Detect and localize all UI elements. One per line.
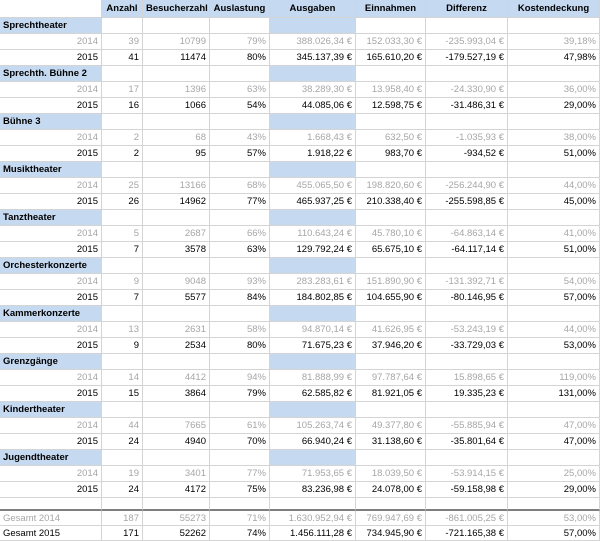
category-fill-cell[interactable] — [102, 114, 143, 130]
category-fill-cell[interactable] — [143, 450, 210, 466]
category-fill-cell[interactable] — [356, 354, 426, 370]
separator-cell[interactable] — [210, 498, 270, 511]
year-cell[interactable]: 2014 — [0, 370, 102, 386]
category-fill-cell[interactable] — [426, 354, 508, 370]
value-cell[interactable]: -1.035,93 € — [426, 130, 508, 146]
year-cell[interactable]: 2014 — [0, 466, 102, 482]
value-cell[interactable]: 71.953,65 € — [270, 466, 356, 482]
value-cell[interactable]: 13 — [102, 322, 143, 338]
category-fill-cell[interactable] — [426, 306, 508, 322]
total-value-cell[interactable]: 171 — [102, 526, 143, 541]
year-cell[interactable]: 2014 — [0, 322, 102, 338]
category-fill-cell[interactable] — [270, 18, 356, 34]
category-fill-cell[interactable] — [270, 306, 356, 322]
value-cell[interactable]: 39 — [102, 34, 143, 50]
value-cell[interactable]: 2 — [102, 130, 143, 146]
value-cell[interactable]: 1.918,22 € — [270, 146, 356, 162]
category-label[interactable]: Tanztheater — [0, 210, 102, 226]
category-fill-cell[interactable] — [210, 402, 270, 418]
value-cell[interactable]: -256.244,90 € — [426, 178, 508, 194]
category-fill-cell[interactable] — [143, 258, 210, 274]
value-cell[interactable]: -33.729,03 € — [426, 338, 508, 354]
value-cell[interactable]: 13166 — [143, 178, 210, 194]
column-header[interactable]: Einnahmen — [356, 0, 426, 18]
year-cell[interactable]: 2015 — [0, 338, 102, 354]
category-fill-cell[interactable] — [426, 18, 508, 34]
value-cell[interactable]: -934,52 € — [426, 146, 508, 162]
category-fill-cell[interactable] — [508, 354, 600, 370]
category-fill-cell[interactable] — [270, 162, 356, 178]
value-cell[interactable]: 9 — [102, 274, 143, 290]
value-cell[interactable]: 129.792,24 € — [270, 242, 356, 258]
category-fill-cell[interactable] — [270, 354, 356, 370]
category-label[interactable]: Grenzgänge — [0, 354, 102, 370]
category-fill-cell[interactable] — [508, 162, 600, 178]
category-fill-cell[interactable] — [143, 114, 210, 130]
value-cell[interactable]: 97.787,64 € — [356, 370, 426, 386]
value-cell[interactable]: 94% — [210, 370, 270, 386]
value-cell[interactable]: -235.993,04 € — [426, 34, 508, 50]
value-cell[interactable]: 283.283,61 € — [270, 274, 356, 290]
value-cell[interactable]: 38.289,30 € — [270, 82, 356, 98]
value-cell[interactable]: 26 — [102, 194, 143, 210]
value-cell[interactable]: 19 — [102, 466, 143, 482]
value-cell[interactable]: 16 — [102, 98, 143, 114]
total-value-cell[interactable]: 769.947,69 € — [356, 511, 426, 526]
value-cell[interactable]: 81.888,99 € — [270, 370, 356, 386]
category-fill-cell[interactable] — [143, 210, 210, 226]
category-fill-cell[interactable] — [210, 354, 270, 370]
year-cell[interactable]: 2015 — [0, 386, 102, 402]
value-cell[interactable]: 2 — [102, 146, 143, 162]
year-cell[interactable]: 2014 — [0, 418, 102, 434]
category-fill-cell[interactable] — [356, 450, 426, 466]
value-cell[interactable]: 77% — [210, 466, 270, 482]
value-cell[interactable]: 45.780,10 € — [356, 226, 426, 242]
value-cell[interactable]: 165.610,20 € — [356, 50, 426, 66]
separator-cell[interactable] — [508, 498, 600, 511]
value-cell[interactable]: 1.668,43 € — [270, 130, 356, 146]
value-cell[interactable]: 14 — [102, 370, 143, 386]
value-cell[interactable]: 7665 — [143, 418, 210, 434]
category-label[interactable]: Bühne 3 — [0, 114, 102, 130]
category-fill-cell[interactable] — [508, 18, 600, 34]
category-label[interactable]: Orchesterkonzerte — [0, 258, 102, 274]
value-cell[interactable]: 84% — [210, 290, 270, 306]
category-fill-cell[interactable] — [210, 450, 270, 466]
category-fill-cell[interactable] — [426, 450, 508, 466]
total-value-cell[interactable]: 53,00% — [508, 511, 600, 526]
category-label[interactable]: Musiktheater — [0, 162, 102, 178]
value-cell[interactable]: 17 — [102, 82, 143, 98]
value-cell[interactable]: 4940 — [143, 434, 210, 450]
value-cell[interactable]: 61% — [210, 418, 270, 434]
value-cell[interactable]: 37.946,20 € — [356, 338, 426, 354]
year-cell[interactable]: 2015 — [0, 434, 102, 450]
value-cell[interactable]: -31.486,31 € — [426, 98, 508, 114]
category-fill-cell[interactable] — [356, 306, 426, 322]
year-cell[interactable]: 2014 — [0, 178, 102, 194]
category-fill-cell[interactable] — [426, 114, 508, 130]
value-cell[interactable]: 15 — [102, 386, 143, 402]
separator-cell[interactable] — [356, 498, 426, 511]
value-cell[interactable]: 3578 — [143, 242, 210, 258]
value-cell[interactable]: 77% — [210, 194, 270, 210]
column-header[interactable]: Besucherzahl — [143, 0, 210, 18]
value-cell[interactable]: 38,00% — [508, 130, 600, 146]
total-value-cell[interactable]: 187 — [102, 511, 143, 526]
total-value-cell[interactable]: 1.456.111,28 € — [270, 526, 356, 541]
category-fill-cell[interactable] — [508, 258, 600, 274]
value-cell[interactable]: 54,00% — [508, 274, 600, 290]
value-cell[interactable]: -53.914,15 € — [426, 466, 508, 482]
value-cell[interactable]: 83.236,98 € — [270, 482, 356, 498]
value-cell[interactable]: 95 — [143, 146, 210, 162]
category-fill-cell[interactable] — [102, 162, 143, 178]
category-fill-cell[interactable] — [102, 450, 143, 466]
category-fill-cell[interactable] — [426, 210, 508, 226]
value-cell[interactable]: -64.863,14 € — [426, 226, 508, 242]
value-cell[interactable]: 2687 — [143, 226, 210, 242]
year-cell[interactable]: 2015 — [0, 194, 102, 210]
value-cell[interactable]: -179.527,19 € — [426, 50, 508, 66]
value-cell[interactable]: 9 — [102, 338, 143, 354]
value-cell[interactable]: 45,00% — [508, 194, 600, 210]
category-fill-cell[interactable] — [210, 162, 270, 178]
separator-cell[interactable] — [102, 498, 143, 511]
value-cell[interactable]: 58% — [210, 322, 270, 338]
category-fill-cell[interactable] — [426, 162, 508, 178]
year-cell[interactable]: 2014 — [0, 82, 102, 98]
value-cell[interactable]: 632,50 € — [356, 130, 426, 146]
value-cell[interactable]: -59.158,98 € — [426, 482, 508, 498]
value-cell[interactable]: 66.940,24 € — [270, 434, 356, 450]
value-cell[interactable]: 13.958,40 € — [356, 82, 426, 98]
value-cell[interactable]: -131.392,71 € — [426, 274, 508, 290]
value-cell[interactable]: 44,00% — [508, 178, 600, 194]
value-cell[interactable]: 119,00% — [508, 370, 600, 386]
value-cell[interactable]: 7 — [102, 242, 143, 258]
separator-cell[interactable] — [426, 498, 508, 511]
total-value-cell[interactable]: -861.005,25 € — [426, 511, 508, 526]
value-cell[interactable]: 51,00% — [508, 146, 600, 162]
category-label[interactable]: Kammerkonzerte — [0, 306, 102, 322]
column-header[interactable]: Differenz — [426, 0, 508, 18]
value-cell[interactable]: 7 — [102, 290, 143, 306]
value-cell[interactable]: 47,00% — [508, 434, 600, 450]
value-cell[interactable]: 3864 — [143, 386, 210, 402]
category-fill-cell[interactable] — [508, 306, 600, 322]
value-cell[interactable]: 388.026,34 € — [270, 34, 356, 50]
value-cell[interactable]: 57,00% — [508, 290, 600, 306]
value-cell[interactable]: 54% — [210, 98, 270, 114]
value-cell[interactable]: 75% — [210, 482, 270, 498]
value-cell[interactable]: 345.137,39 € — [270, 50, 356, 66]
value-cell[interactable]: 5 — [102, 226, 143, 242]
category-fill-cell[interactable] — [508, 210, 600, 226]
value-cell[interactable]: -80.146,95 € — [426, 290, 508, 306]
year-cell[interactable]: 2015 — [0, 98, 102, 114]
value-cell[interactable]: 25 — [102, 178, 143, 194]
total-value-cell[interactable]: 55273 — [143, 511, 210, 526]
category-fill-cell[interactable] — [356, 66, 426, 82]
value-cell[interactable]: 184.802,85 € — [270, 290, 356, 306]
value-cell[interactable]: 2534 — [143, 338, 210, 354]
value-cell[interactable]: 57% — [210, 146, 270, 162]
category-fill-cell[interactable] — [356, 210, 426, 226]
value-cell[interactable]: -64.117,14 € — [426, 242, 508, 258]
value-cell[interactable]: 66% — [210, 226, 270, 242]
category-fill-cell[interactable] — [356, 258, 426, 274]
category-fill-cell[interactable] — [143, 162, 210, 178]
value-cell[interactable]: 41,00% — [508, 226, 600, 242]
value-cell[interactable]: 5577 — [143, 290, 210, 306]
category-fill-cell[interactable] — [210, 306, 270, 322]
value-cell[interactable]: 105.263,74 € — [270, 418, 356, 434]
value-cell[interactable]: 44 — [102, 418, 143, 434]
total-value-cell[interactable]: -721.165,38 € — [426, 526, 508, 541]
category-fill-cell[interactable] — [426, 258, 508, 274]
value-cell[interactable]: 131,00% — [508, 386, 600, 402]
total-value-cell[interactable]: 71% — [210, 511, 270, 526]
value-cell[interactable]: 2631 — [143, 322, 210, 338]
year-cell[interactable]: 2015 — [0, 290, 102, 306]
total-value-cell[interactable]: 57,00% — [508, 526, 600, 541]
year-cell[interactable]: 2014 — [0, 130, 102, 146]
value-cell[interactable]: 4412 — [143, 370, 210, 386]
value-cell[interactable]: 104.655,90 € — [356, 290, 426, 306]
value-cell[interactable]: 53,00% — [508, 338, 600, 354]
category-fill-cell[interactable] — [210, 114, 270, 130]
category-fill-cell[interactable] — [143, 66, 210, 82]
category-fill-cell[interactable] — [210, 210, 270, 226]
value-cell[interactable]: 41 — [102, 50, 143, 66]
category-fill-cell[interactable] — [270, 450, 356, 466]
category-fill-cell[interactable] — [270, 258, 356, 274]
year-cell[interactable]: 2015 — [0, 50, 102, 66]
value-cell[interactable]: -53.243,19 € — [426, 322, 508, 338]
value-cell[interactable]: 19.335,23 € — [426, 386, 508, 402]
column-header[interactable]: Ausgaben — [270, 0, 356, 18]
value-cell[interactable]: 151.890,90 € — [356, 274, 426, 290]
value-cell[interactable]: 41.626,95 € — [356, 322, 426, 338]
value-cell[interactable]: 152.033,30 € — [356, 34, 426, 50]
category-fill-cell[interactable] — [143, 402, 210, 418]
value-cell[interactable]: 70% — [210, 434, 270, 450]
category-fill-cell[interactable] — [270, 402, 356, 418]
category-fill-cell[interactable] — [102, 354, 143, 370]
value-cell[interactable]: 24.078,00 € — [356, 482, 426, 498]
value-cell[interactable]: 80% — [210, 338, 270, 354]
value-cell[interactable]: 47,00% — [508, 418, 600, 434]
separator-cell[interactable] — [0, 498, 102, 511]
category-fill-cell[interactable] — [270, 66, 356, 82]
category-fill-cell[interactable] — [508, 402, 600, 418]
category-fill-cell[interactable] — [270, 114, 356, 130]
value-cell[interactable]: 9048 — [143, 274, 210, 290]
total-value-cell[interactable]: 1.630.952,94 € — [270, 511, 356, 526]
category-fill-cell[interactable] — [102, 402, 143, 418]
category-fill-cell[interactable] — [102, 258, 143, 274]
category-fill-cell[interactable] — [356, 162, 426, 178]
value-cell[interactable]: 455.065,50 € — [270, 178, 356, 194]
value-cell[interactable]: 94.870,14 € — [270, 322, 356, 338]
value-cell[interactable]: 210.338,40 € — [356, 194, 426, 210]
category-fill-cell[interactable] — [102, 66, 143, 82]
value-cell[interactable]: -24.330,90 € — [426, 82, 508, 98]
year-cell[interactable]: 2015 — [0, 146, 102, 162]
value-cell[interactable]: 36,00% — [508, 82, 600, 98]
category-fill-cell[interactable] — [508, 114, 600, 130]
value-cell[interactable]: 44.085,06 € — [270, 98, 356, 114]
category-fill-cell[interactable] — [143, 18, 210, 34]
value-cell[interactable]: 65.675,10 € — [356, 242, 426, 258]
category-fill-cell[interactable] — [143, 354, 210, 370]
value-cell[interactable]: 3401 — [143, 466, 210, 482]
category-fill-cell[interactable] — [270, 210, 356, 226]
year-cell[interactable]: 2014 — [0, 274, 102, 290]
value-cell[interactable]: 43% — [210, 130, 270, 146]
header-corner-cell[interactable] — [0, 0, 102, 18]
category-fill-cell[interactable] — [508, 450, 600, 466]
total-label[interactable]: Gesamt 2014 — [0, 511, 102, 526]
value-cell[interactable]: 25,00% — [508, 466, 600, 482]
value-cell[interactable]: -255.598,85 € — [426, 194, 508, 210]
value-cell[interactable]: 63% — [210, 82, 270, 98]
value-cell[interactable]: 71.675,23 € — [270, 338, 356, 354]
value-cell[interactable]: 39,18% — [508, 34, 600, 50]
category-fill-cell[interactable] — [143, 306, 210, 322]
value-cell[interactable]: 79% — [210, 386, 270, 402]
separator-cell[interactable] — [143, 498, 210, 511]
year-cell[interactable]: 2014 — [0, 34, 102, 50]
value-cell[interactable]: 81.921,05 € — [356, 386, 426, 402]
category-label[interactable]: Sprechth. Bühne 2 — [0, 66, 102, 82]
category-fill-cell[interactable] — [356, 18, 426, 34]
value-cell[interactable]: 68 — [143, 130, 210, 146]
value-cell[interactable]: -35.801,64 € — [426, 434, 508, 450]
value-cell[interactable]: 14962 — [143, 194, 210, 210]
value-cell[interactable]: 15.898,65 € — [426, 370, 508, 386]
value-cell[interactable]: -55.885,94 € — [426, 418, 508, 434]
category-label[interactable]: Kindertheater — [0, 402, 102, 418]
value-cell[interactable]: 79% — [210, 34, 270, 50]
category-fill-cell[interactable] — [356, 114, 426, 130]
value-cell[interactable]: 110.643,24 € — [270, 226, 356, 242]
value-cell[interactable]: 51,00% — [508, 242, 600, 258]
value-cell[interactable]: 80% — [210, 50, 270, 66]
value-cell[interactable]: 68% — [210, 178, 270, 194]
value-cell[interactable]: 198.820,60 € — [356, 178, 426, 194]
value-cell[interactable]: 44,00% — [508, 322, 600, 338]
category-fill-cell[interactable] — [210, 258, 270, 274]
category-fill-cell[interactable] — [210, 18, 270, 34]
category-fill-cell[interactable] — [210, 66, 270, 82]
category-fill-cell[interactable] — [426, 402, 508, 418]
category-fill-cell[interactable] — [102, 306, 143, 322]
value-cell[interactable]: 62.585,82 € — [270, 386, 356, 402]
value-cell[interactable]: 1066 — [143, 98, 210, 114]
total-value-cell[interactable]: 734.945,90 € — [356, 526, 426, 541]
year-cell[interactable]: 2014 — [0, 226, 102, 242]
value-cell[interactable]: 49.377,80 € — [356, 418, 426, 434]
value-cell[interactable]: 47,98% — [508, 50, 600, 66]
category-label[interactable]: Jugendtheater — [0, 450, 102, 466]
value-cell[interactable]: 31.138,60 € — [356, 434, 426, 450]
value-cell[interactable]: 465.937,25 € — [270, 194, 356, 210]
column-header[interactable]: Anzahl — [102, 0, 143, 18]
value-cell[interactable]: 18.039,50 € — [356, 466, 426, 482]
separator-cell[interactable] — [270, 498, 356, 511]
total-label[interactable]: Gesamt 2015 — [0, 526, 102, 541]
value-cell[interactable]: 12.598,75 € — [356, 98, 426, 114]
value-cell[interactable]: 10799 — [143, 34, 210, 50]
value-cell[interactable]: 24 — [102, 482, 143, 498]
category-label[interactable]: Sprechtheater — [0, 18, 102, 34]
total-value-cell[interactable]: 52262 — [143, 526, 210, 541]
column-header[interactable]: Auslastung — [210, 0, 270, 18]
category-fill-cell[interactable] — [102, 210, 143, 226]
value-cell[interactable]: 63% — [210, 242, 270, 258]
category-fill-cell[interactable] — [426, 66, 508, 82]
total-value-cell[interactable]: 74% — [210, 526, 270, 541]
year-cell[interactable]: 2015 — [0, 482, 102, 498]
category-fill-cell[interactable] — [356, 402, 426, 418]
value-cell[interactable]: 29,00% — [508, 98, 600, 114]
value-cell[interactable]: 93% — [210, 274, 270, 290]
value-cell[interactable]: 29,00% — [508, 482, 600, 498]
column-header[interactable]: Kostendeckung — [508, 0, 600, 18]
value-cell[interactable]: 24 — [102, 434, 143, 450]
category-fill-cell[interactable] — [102, 18, 143, 34]
value-cell[interactable]: 1396 — [143, 82, 210, 98]
value-cell[interactable]: 11474 — [143, 50, 210, 66]
value-cell[interactable]: 983,70 € — [356, 146, 426, 162]
value-cell[interactable]: 4172 — [143, 482, 210, 498]
category-fill-cell[interactable] — [508, 66, 600, 82]
year-cell[interactable]: 2015 — [0, 242, 102, 258]
